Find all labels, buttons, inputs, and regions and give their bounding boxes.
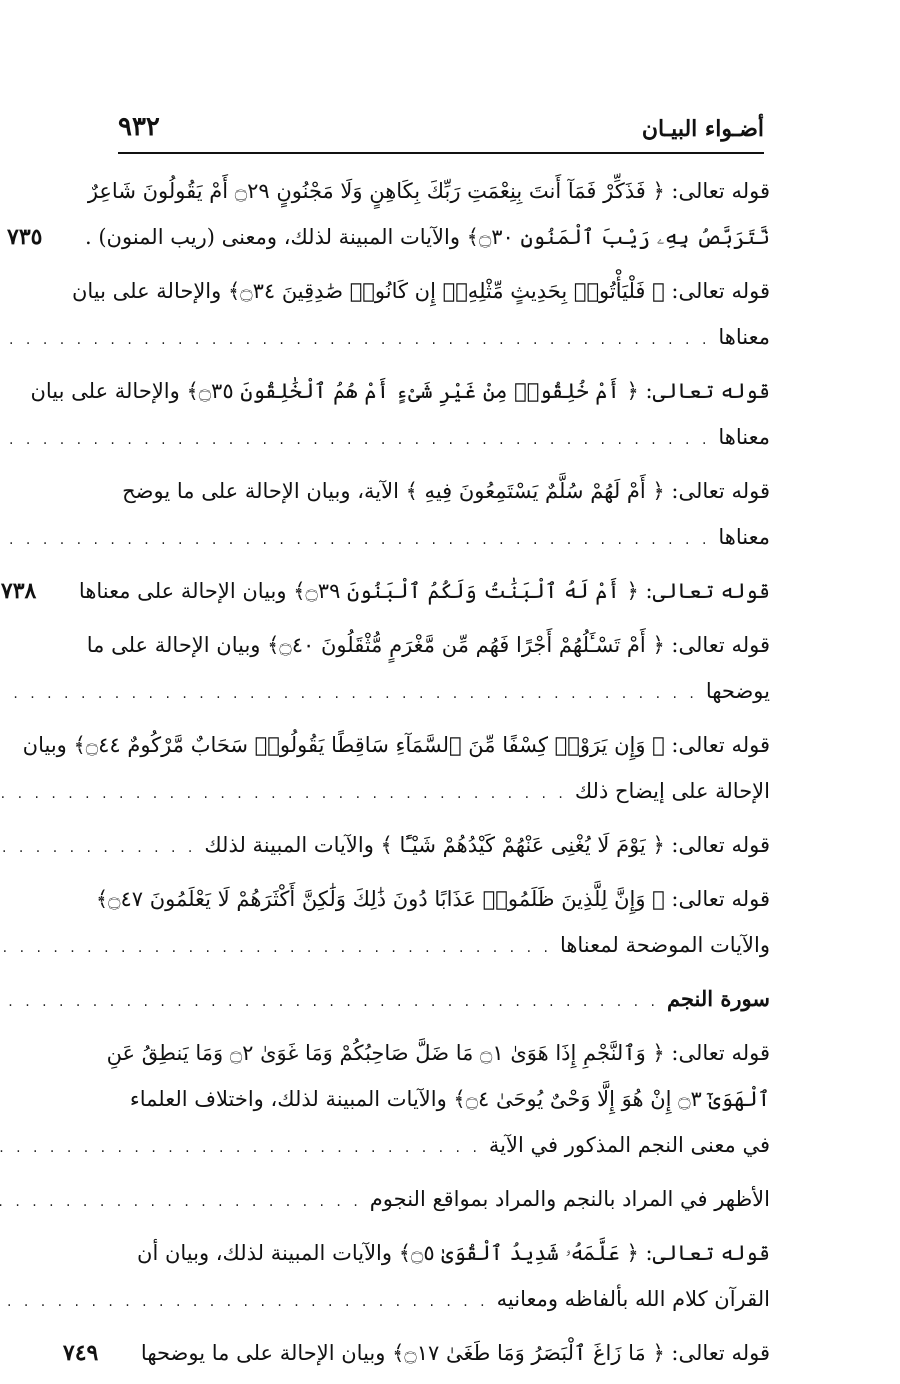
toc-page-number: ٧٣٥ [7, 224, 43, 250]
toc-line-text: والآيات الموضحة لمعناها [559, 933, 770, 957]
toc-line-text: ٱلْهَوَىٰٓ ۝٣ إِنْ هُوَ إِلَّا وَحْىٌ يُوحَىٰ ۝٤﴾ والآيات المبينة لذلك، واختلاف العلماء [129, 1087, 770, 1111]
toc-line-text: يوضحها [705, 679, 770, 703]
toc-line-text: قوله تعالى: ﴿ يَوْمَ لَا يُغْنِى عَنْهُمْ كَيْدُهُمْ شَيْـًٔا ﴾ والآيات المبينة لذلك [204, 833, 770, 857]
dot-leader [0, 317, 710, 363]
toc-line-text: القرآن كلام الله بألفاظه ومعانيه [496, 1287, 770, 1311]
toc-line-text: الإحالة على إيضاح ذلك [574, 779, 770, 803]
toc-line [7, 214, 770, 260]
page-number: ٩٣٢ [118, 112, 160, 142]
book-title: أضـواء البيـان [641, 116, 764, 142]
toc-line [106, 1030, 770, 1076]
toc-entry [120, 468, 770, 560]
dot-leader [0, 979, 659, 1025]
toc-line-text: الأظهر في المراد بالنجم والمراد بمواقع النجوم [369, 1187, 770, 1211]
toc-entry [120, 822, 770, 868]
dot-leader [0, 1125, 481, 1171]
toc-line-text: نَّتَرَبَّصُ بِهِۦ رَيْبَ ٱلْمَنُونِ ۝٣٠﴾ والآيات المبينة لذلك، ومعنى (ريب المنون) . [85, 225, 770, 249]
toc-line-text: قوله تعالى: ﴿ عَلَّمَهُۥ شَدِيدُ ٱلْقُوَىٰ ۝٥﴾ والآيات المبينة لذلك، وبيان أن [137, 1241, 770, 1265]
table-of-contents [0, 168, 770, 1384]
toc-line [86, 622, 770, 668]
toc-line [120, 1122, 770, 1168]
toc-line-text: قوله تعالى: ﴿ فَذَكِّرْ فَمَآ أَنتَ بِنِعْمَتِ رَبِّكَ بِكَاهِنٍ وَلَا مَجْنُونٍ ۝٢٩ أَمْ يَقُولُونَ شَاعِرٌ [87, 179, 770, 203]
toc-entry [0, 568, 770, 614]
dot-leader [0, 1279, 489, 1325]
toc-line-text: قوله تعالى: ﴿ وَإِنَّ لِلَّذِينَ ظَلَمُوا۟ عَذَابًا دُونَ ذَٰلِكَ وَلَٰكِنَّ أَكْثَرَهُمْ لَا يَعْلَمُونَ ۝٤٧﴾ [95, 887, 770, 911]
dot-leader [0, 771, 567, 817]
dot-leader [0, 417, 710, 463]
toc-entry [62, 1330, 770, 1376]
toc-line-text: في معنى النجم المذكور في الآية [488, 1133, 770, 1157]
toc-line-text: قوله تعالى: ﴿ أَمْ خُلِقُوا۟ مِنْ غَيْرِ شَىْءٍ أَمْ هُمُ ٱلْخَٰلِقُونَ ۝٣٥﴾ والإحالة على بيان [30, 379, 770, 403]
toc-line-text: قوله تعالى: ﴿ أَمْ لَهُ ٱلْبَنَٰتُ وَلَكُمُ ٱلْبَنُونَ ۝٣٩﴾ وبيان الإحالة على معناها [78, 579, 770, 603]
toc-line [22, 722, 770, 768]
section-heading-entry [120, 976, 770, 1022]
toc-line-text: قوله تعالى: ﴿ وَٱلنَّجْمِ إِذَا هَوَىٰ ۝١ مَا ضَلَّ صَاحِبُكُمْ وَمَا غَوَىٰ ۝٢ وَمَا يَنطِقُ عَنِ [106, 1041, 770, 1065]
toc-line [120, 1276, 770, 1322]
toc-line [120, 1230, 770, 1276]
toc-entry [71, 268, 770, 360]
toc-entry [30, 368, 770, 460]
toc-line [120, 314, 770, 360]
toc-line [30, 368, 770, 414]
toc-line [62, 1330, 770, 1376]
toc-line-text: قوله تعالى: ﴿ أَمْ تَسْـَٔلُهُمْ أَجْرًا فَهُم مِّن مَّغْرَمٍ مُّثْقَلُونَ ۝٤٠﴾ وبيان الإحالة على ما [86, 633, 770, 657]
toc-page-number: ٧٣٨ [0, 578, 37, 604]
toc-line [120, 414, 770, 460]
dot-leader [0, 671, 698, 717]
toc-line [120, 822, 770, 868]
toc-line-text: معناها [718, 425, 770, 449]
page-header [118, 112, 764, 154]
toc-line-text: معناها [718, 325, 770, 349]
toc-line [120, 768, 770, 814]
toc-entry [95, 876, 770, 968]
toc-line [120, 668, 770, 714]
toc-line [71, 268, 770, 314]
dot-leader [0, 825, 196, 871]
toc-line [120, 514, 770, 560]
toc-entry [7, 168, 770, 260]
toc-line [120, 1176, 770, 1222]
toc-line [120, 976, 770, 1022]
toc-line [0, 568, 770, 614]
toc-line [120, 1076, 770, 1122]
toc-line [87, 168, 770, 214]
toc-line [120, 922, 770, 968]
toc-entry [22, 722, 770, 814]
toc-line [120, 468, 770, 514]
toc-entry [120, 1176, 770, 1222]
dot-leader [0, 1179, 362, 1225]
toc-page-number: ٧٤٩ [62, 1340, 99, 1366]
toc-line-text: قوله تعالى: ﴿ وَإِن يَرَوْا۟ كِسْفًا مِّنَ ٱلسَّمَآءِ سَاقِطًا يَقُولُوا۟ سَحَابٌ مَّرْكُومٌ ۝٤٤﴾ وبيان [22, 733, 770, 757]
dot-leader [0, 517, 710, 563]
toc-line-text: معناها [718, 525, 770, 549]
toc-line-text: قوله تعالى: ﴿ أَمْ لَهُمْ سُلَّمٌ يَسْتَمِعُونَ فِيهِ ﴾ الآية، وبيان الإحالة على ما يوضح [122, 479, 770, 503]
dot-leader [0, 925, 552, 971]
toc-line-text: قوله تعالى: ﴿ مَا زَاغَ ٱلْبَصَرُ وَمَا طَغَىٰ ۝١٧﴾ وبيان الإحالة على ما يوضحها [140, 1341, 770, 1365]
toc-line-text: سورة النجم [666, 986, 770, 1011]
toc-entry [120, 1230, 770, 1322]
toc-entry [106, 1030, 770, 1168]
toc-line [95, 876, 770, 922]
toc-entry [86, 622, 770, 714]
toc-line-text: قوله تعالى: ﴿ فَلْيَأْتُوا۟ بِحَدِيثٍ مِّثْلِهِۦٓ إِن كَانُوا۟ صَٰدِقِينَ ۝٣٤﴾ والإحالة على بيان [71, 279, 770, 303]
